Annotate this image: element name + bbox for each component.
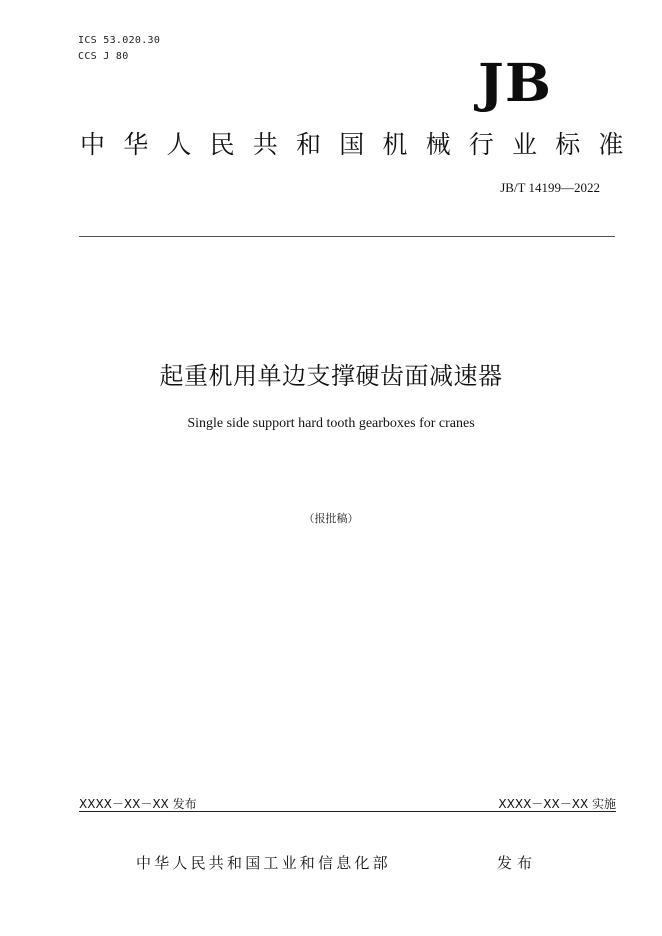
publisher-name: 中华人民共和国工业和信息化部 xyxy=(136,854,391,872)
document-title-chinese: 起重机用单边支撑硬齿面减速器 xyxy=(159,362,503,390)
standard-number: JB/T 14199—2022 xyxy=(500,180,600,195)
standard-category-title: 中华人民共和国机械行业标准 xyxy=(80,130,642,159)
ccs-code: CCS J 80 xyxy=(78,51,129,62)
draft-status: （报批稿） xyxy=(303,512,359,525)
issue-date: XXXX－XX－XX 发布 xyxy=(79,797,197,811)
ics-code: ICS 53.020.30 xyxy=(78,35,161,46)
header-divider xyxy=(79,236,615,237)
footer-divider xyxy=(79,811,616,812)
document-title-english: Single side support hard tooth gearboxes for cranes xyxy=(187,416,475,431)
implementation-date: XXXX－XX－XX 实施 xyxy=(498,797,616,811)
publish-label: 发布 xyxy=(497,854,538,872)
jb-logo: JB xyxy=(478,53,553,114)
